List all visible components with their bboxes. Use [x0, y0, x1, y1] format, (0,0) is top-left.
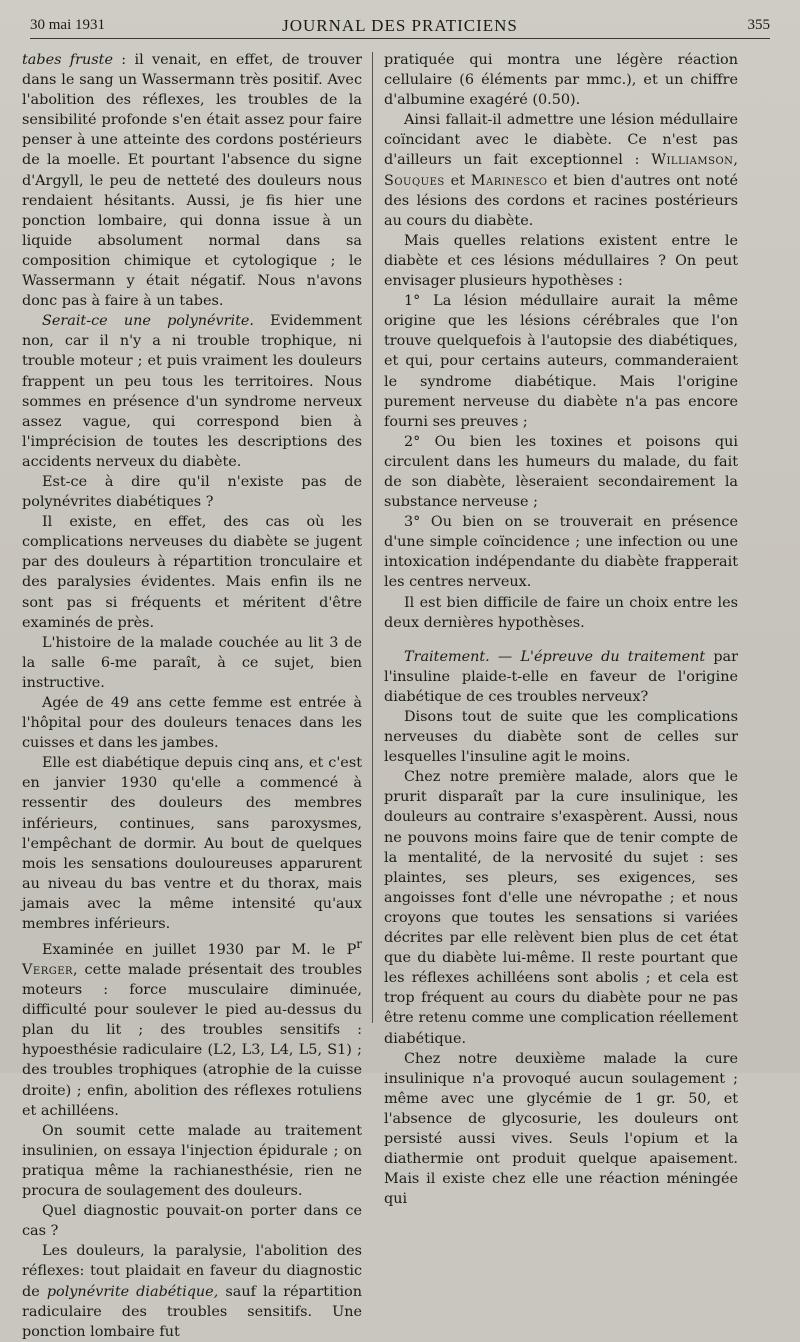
paragraph: Examinée en juillet 1930 par M. le $P^r$ Verger, cette malade présentait des troubles moteurs : force musculaire diminuée, difficulté pour soulever le pied au-dessus du plan du lit ; des troubles sensitifs : hypoesthésie radiculaire (L2, L3, L4, L5, S1) ; des troubles trophiques (atrophie de la cuisse droite) ; enfin, abolition des réflexes rotuliens et achilléens.	[22, 937, 362, 1119]
paragraph: Les douleurs, la paralysie, l'abolition des réflexes: tout plaidait en faveur du diagnostic de polynévrite diabétique, sauf la répartition radiculaire des troubles sensitifs. Une ponction lombaire fut	[22, 1243, 363, 1340]
paragraph: tabes fruste : il venait, en effet, de trouver dans le sang un Wassermann très positif. Avec l'abolition des réflexes, les troubles de la sensibilité profonde s'en était assez pour faire penser à une atteinte des cordons postérieurs de la moelle. Et pourtant l'absence du signe d'Argyll, le peu de netteté des douleurs nous rendaient hésitants. Aussi, je fis hier une ponction lombaire, qui donna issue à un liquide absolument normal dans sa composition chimique et cytologique ; le Wassermann y était négatif. Nous n'avons donc pas à faire à un tabes.	[22, 52, 362, 310]
right-column	[384, 50, 739, 1208]
paragraph: 1° La lésion médullaire aurait la même origine que les lésions cérébrales que l'on trouve quelquefois à l'autopsie des diabétiques, et qui, pour certains auteurs, commanderaient le syndrome diabétique. Mais l'origine purement nerveuse du diabète n'a pas encore fourni ses preuves ;	[384, 293, 738, 430]
paragraph: Mais quelles relations existent entre le diabète et ces lésions médullaires ? On peut envisager plusieurs hypothèses :	[384, 232, 738, 290]
author-name: Souques	[384, 172, 445, 189]
paragraph: Quel diagnostic pouvait-on porter dans ce cas ?	[22, 1203, 362, 1240]
italic-term: tabes fruste	[22, 52, 113, 68]
paragraph: Il est bien difficile de faire un choix entre les deux dernières hypothèses.	[384, 594, 738, 631]
paragraph: Il existe, en effet, des cas où les complications nerveuses du diabète se jugent par des douleurs à répartition tronculaire et des paralysies évidentes. Mais enfin ils ne sont pas si fréquents et méritent d'être examinés de près.	[22, 514, 362, 631]
paragraph: Chez notre deuxième malade la cure insulinique n'a provoqué aucun soulagement ; même avec une glycémie de 1 gr. 50, et l'absence de glycosurie, les douleurs ont persisté aussi vives. Seuls l'opium et la diathermie ont produit quelque apaisement. Mais il existe chez elle une réaction méningée qui	[384, 1050, 738, 1208]
paragraph: Disons tout de suite que les complications nerveuses du diabète sont de celles sur lesquelles l'insuline agit le moins.	[384, 709, 738, 766]
paragraph: Elle est diabétique depuis cinq ans, et c'est en janvier 1930 qu'elle a commencé à ressentir des douleurs des membres inférieurs, continues, sans paroxysmes, l'empêchant de dormir. Au bout de quelques mois les sensations douloureuses apparurent au niveau du bas ventre et du thorax, mais jamais avec la même intensité qu'aux membres inférieurs.	[22, 755, 362, 933]
paragraph: Est-ce à dire qu'il n'existe pas de polynévrites diabétiques ?	[22, 473, 362, 511]
paragraph: On soumit cette malade au traitement insulinien, on essaya l'injection épidurale ; on pratiqua même la rachianesthésie, rien ne procura de soulagement des douleurs.	[22, 1122, 362, 1200]
header-date: 30 mai 1931	[30, 17, 105, 33]
column-divider	[372, 52, 373, 1023]
paragraph: Agée de 49 ans cette femme est entrée à l'hôpital pour des douleurs tenaces dans les cuisses et dans les jambes.	[22, 695, 362, 752]
paragraph: 2° Ou bien les toxines et poisons qui circulent dans les humeurs du malade, du fait de son diabète, lèseraient secondairement la substance nerveuse ;	[384, 433, 738, 511]
author-name: Williamson	[651, 152, 734, 169]
paragraph: Traitement. — L'épreuve du traitement par l'insuline plaide-t-elle en faveur de l'origine diabétique de ces troubles nerveux?	[384, 648, 739, 705]
paragraph: 3° Ou bien on se trouverait en présence d'une simple coïncidence ; une infection ou une intoxication indépendante du diabète frapperait les centres nerveux.	[384, 514, 738, 591]
paragraph: pratiquée qui montra une légère réaction cellulaire (6 éléments par mmc.), et un chiffre d'albumine exagéré (0.50).	[384, 52, 738, 109]
italic-term: polynévrite diabétique,	[46, 1283, 219, 1300]
paragraph: Chez notre première malade, alors que le prurit disparaît par la cure insulinique, les douleurs au contraire s'exaspèrent. Aussi, nous ne pouvons moins faire que de tenir compte de la mentalité, de la nervosité du sujet : ses plaintes, ses pleurs, ses exigences, ses angoisses font d'elle une névropathe ; et nous croyons que toutes les sensations si variées décrites par elle relèvent bien plus de cet état que du diabète lui-même. Il reste pourtant que les réflexes achilléens sont abolis ; et cela est trop fréquent au cours du diabète pour ne pas être retenu comme une complication réellement diabétique.	[384, 769, 738, 1047]
section-heading: Traitement. — L'épreuve du traitement	[404, 648, 706, 665]
paragraph: Serait-ce une polynévrite. Evidemment non, car il n'y a ni trouble trophique, ni trouble moteur ; et puis vraiment les douleurs frappent un peu tous les territoires. Nous sommes en présence d'un syndrome nerveux assez vague, qui correspond bien à l'imprécision de toutes les descriptions des accidents nerveux du diabète.	[22, 313, 362, 470]
running-head	[30, 14, 770, 39]
author-name: Verger	[22, 962, 74, 979]
left-column	[22, 50, 363, 1340]
author-name: Marinesco	[470, 172, 548, 189]
page-number: 355	[747, 17, 770, 33]
journal-title: JOURNAL DES PRATICIENS	[282, 16, 518, 35]
paragraph: Ainsi fallait-il admettre une lésion médullaire coïncidant avec le diabète. Ce n'est pas d'ailleurs un fait exceptionnel : Williamson, Souques et Marinesco et bien d'autres ont noté des lésions des cordons et racines postérieurs au cours du diabète.	[384, 112, 739, 229]
paragraph: L'histoire de la malade couchée au lit 3 de la salle 6-me paraît, à ce sujet, bien instructive.	[22, 634, 362, 691]
section-heading: Serait-ce une polynévrite.	[42, 313, 254, 330]
